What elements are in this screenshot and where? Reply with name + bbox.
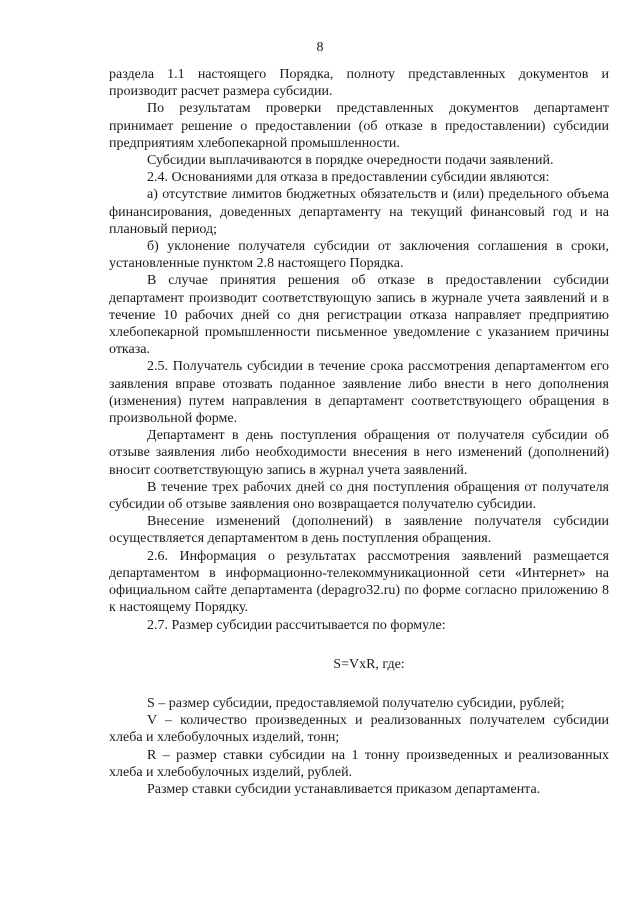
paragraph: В течение трех рабочих дней со дня поступления обращения от получателя субсидии об отзыве заявления оно возвращается получателю субсидии. — [109, 479, 609, 513]
definition: S – размер субсидии, предоставляемой получателю субсидии, рублей; — [147, 695, 565, 711]
paragraph: Внесение изменений (дополнений) в заявление получателя субсидии осуществляется департаментом в день поступления обращения. — [109, 514, 609, 547]
formula: S=VxR, где: — [333, 656, 405, 672]
paragraph: 2.6. Информация о результатах рассмотрения заявлений размещается департаментом в информационно-телекоммуникационной сети «Интернет» на официальном сайте департамента (depagro32.ru) по форме согласно приложению 8 к настоящему Порядку. — [109, 548, 609, 616]
paragraph: 2.4. Основаниями для отказа в предоставлении субсидии являются: — [147, 170, 550, 186]
paragraph: Департамент в день поступления обращения от получателя субсидии об отзыве заявления либо необходимости внесения в него изменений (дополнений) вносит соответствующую запись в журнал учета заявлений. — [109, 428, 609, 478]
document-body — [109, 66, 609, 798]
paragraph: По результатам проверки представленных документов департамент принимает решение о предоставлении (об отказе в предоставлении) субсидии предприятиям хлебопекарной промышленности. — [109, 101, 609, 151]
paragraph: 2.5. Получатель субсидии в течение срока рассмотрения департаментом его заявления вправе отозвать поданное заявление либо внести в него дополнения (изменения) путем направления в департамент соответствующего обращения в произвольной форме. — [109, 359, 609, 427]
definition: V – количество произведенных и реализованных получателем субсидии хлеба и хлебобулочных изделий, тонн; — [109, 713, 609, 746]
paragraph: раздела 1.1 настоящего Порядка, полноту представленных документов и производит расчет размера субсидии. — [109, 67, 609, 100]
paragraph: б) уклонение получателя субсидии от заключения соглашения в сроки, установленные пунктом 2.8 настоящего Порядка. — [109, 239, 609, 272]
definition: R – размер ставки субсидии на 1 тонну произведенных и реализованных хлеба и хлебобулочных изделий, рублей. — [109, 747, 609, 780]
page-number: 8 — [316, 40, 324, 55]
paragraph: 2.7. Размер субсидии рассчитывается по формуле: — [147, 617, 446, 633]
paragraph: Субсидии выплачиваются в порядке очередности подачи заявлений. — [147, 153, 554, 169]
paragraph: а) отсутствие лимитов бюджетных обязательств и (или) предельного объема финансирования, доведенных департаменту на текущий финансовый год и на плановый период; — [109, 187, 609, 237]
paragraph: Размер ставки субсидии устанавливается приказом департамента. — [147, 781, 541, 797]
paragraph: В случае принятия решения об отказе в предоставлении субсидии департамент производит соответствующую запись в журнале учета заявлений и в течение 10 рабочих дней со дня регистрации отказа направляет предприятию хлебопекарной промышленности письменное уведомление с указанием причины отказа. — [109, 273, 609, 358]
